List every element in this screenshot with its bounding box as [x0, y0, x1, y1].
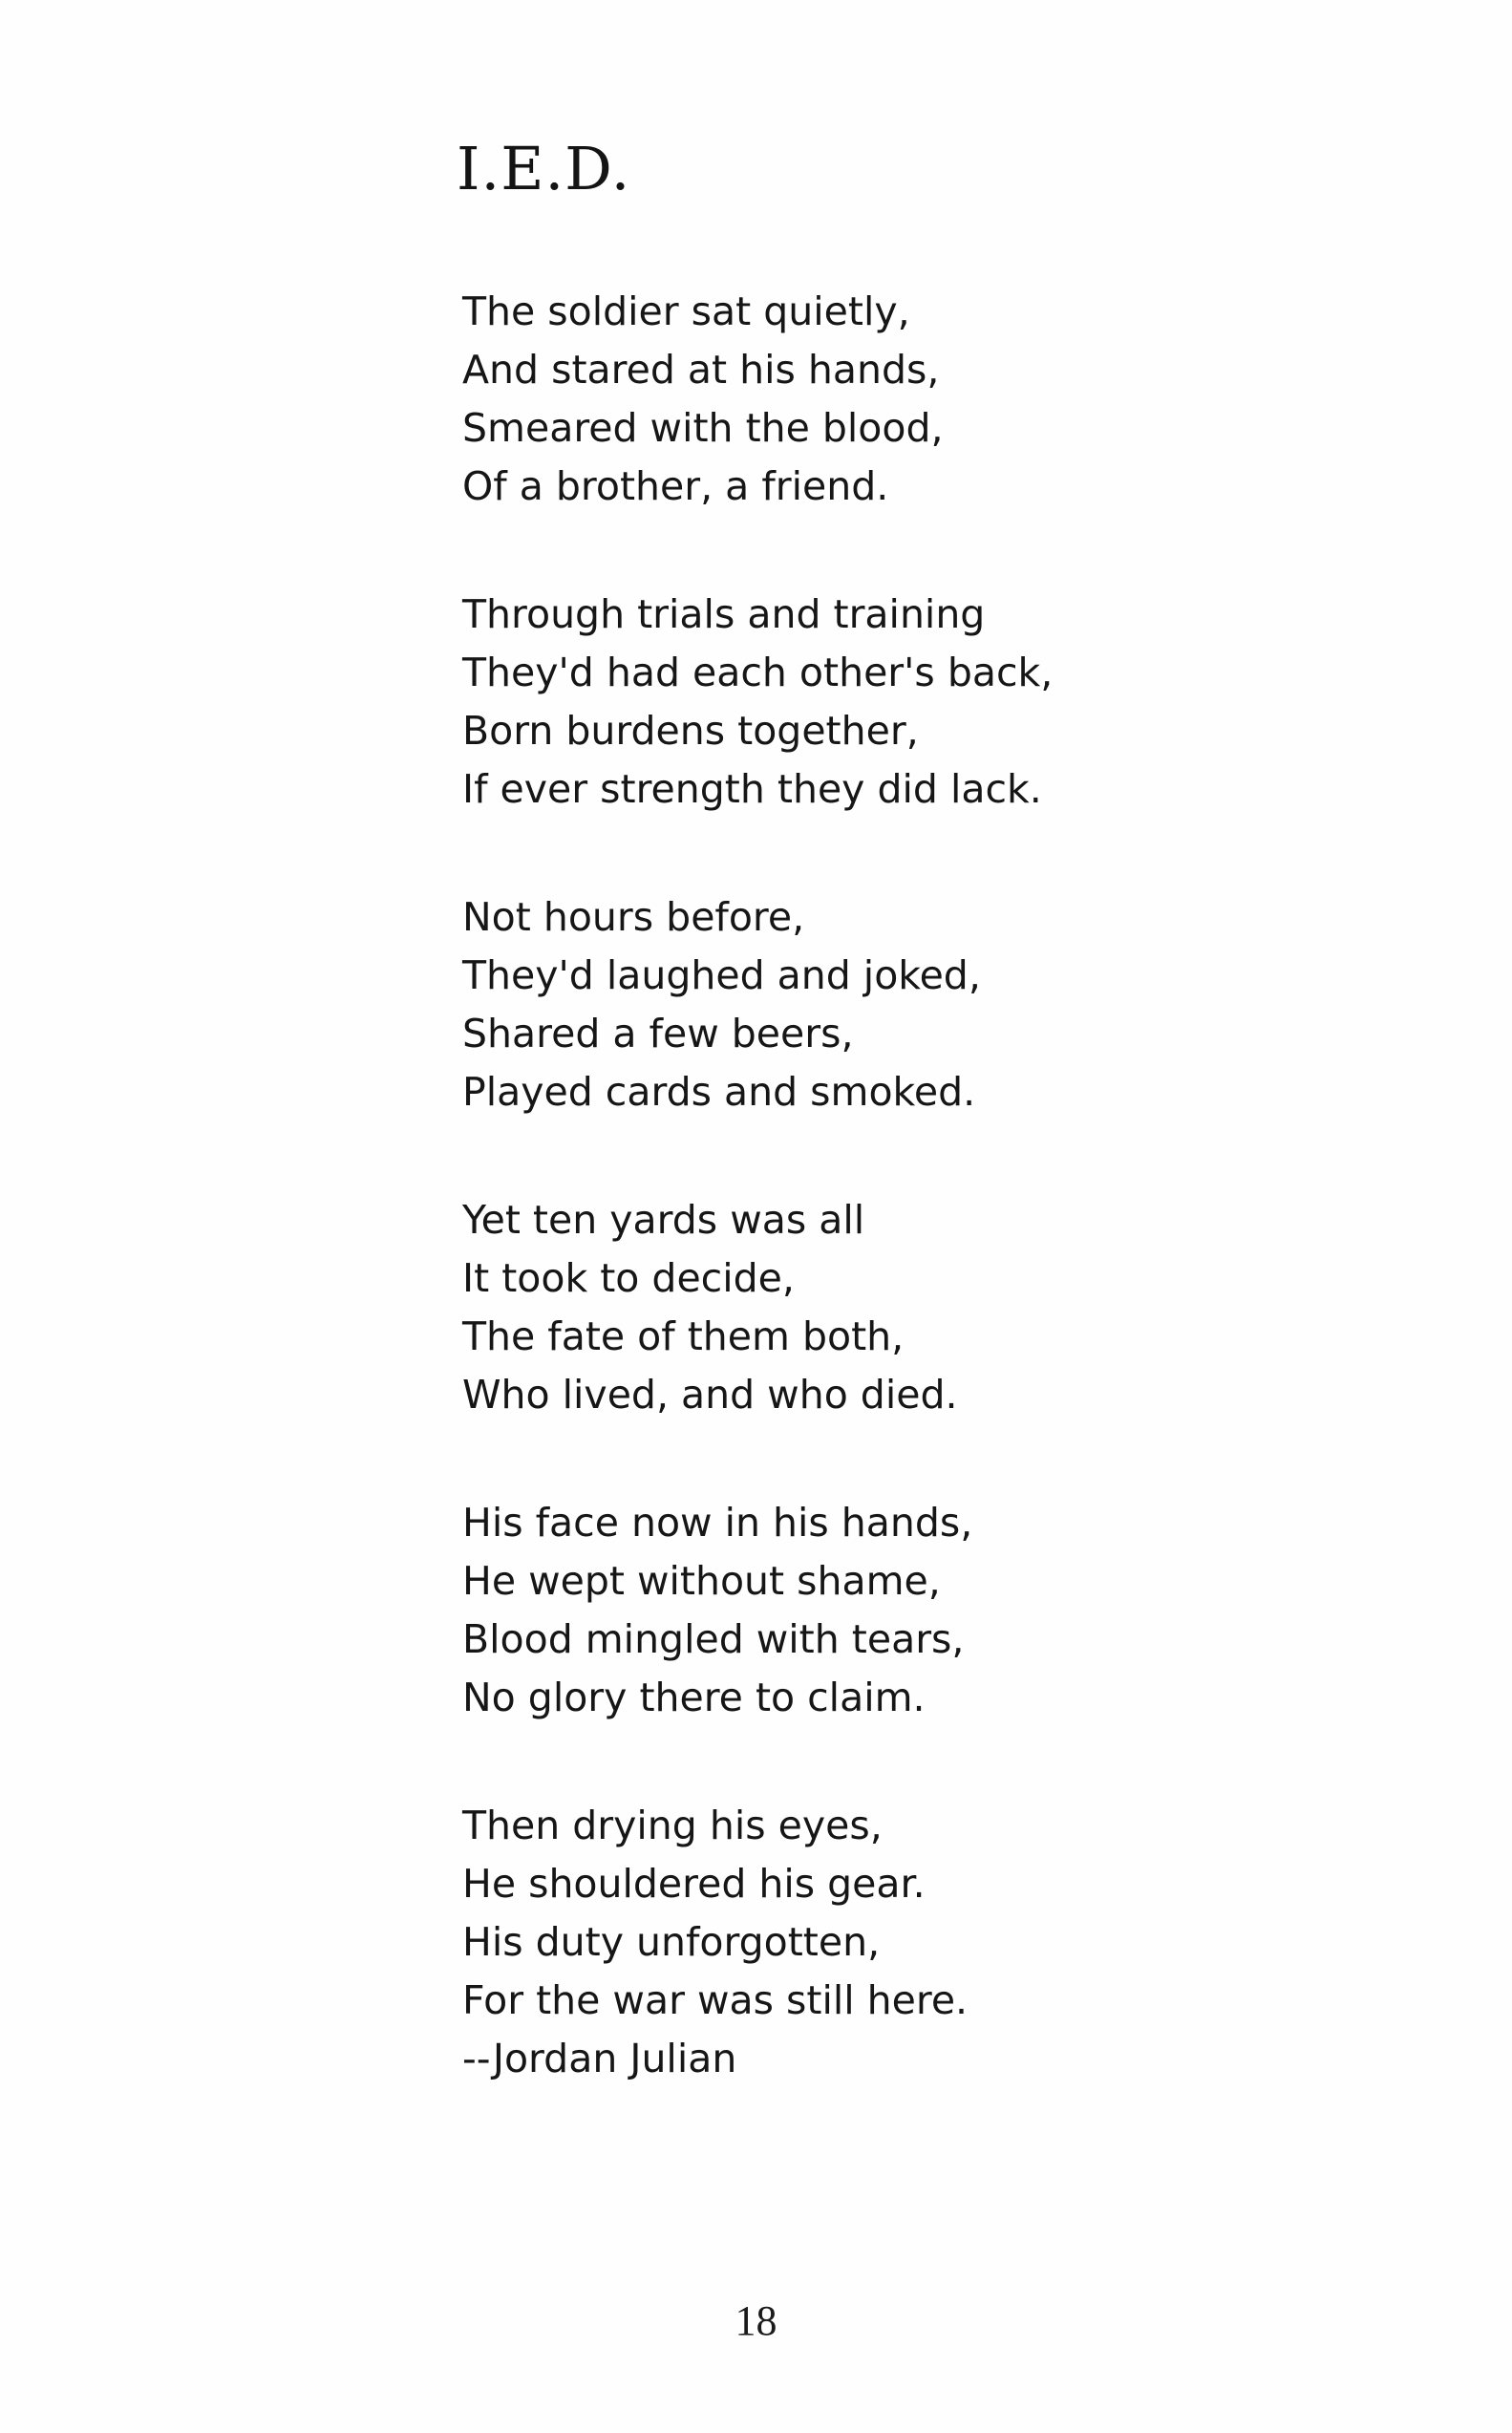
poem-line: The soldier sat quietly, [462, 288, 910, 334]
poem-line: He wept without shame, [462, 1558, 941, 1604]
stanza-1 [462, 283, 1226, 516]
poem-line: His face now in his hands, [462, 1500, 973, 1546]
poem-line: They'd laughed and joked, [462, 952, 981, 998]
poem-line: Yet ten yards was all [462, 1197, 865, 1243]
poem-line: His duty unforgotten, [462, 1919, 881, 1965]
poem-line: Of a brother, a friend. [462, 463, 889, 509]
poem-line: It took to decide, [462, 1255, 795, 1301]
stanza-3 [462, 888, 1226, 1121]
poem-line: The fate of them both, [462, 1313, 905, 1359]
poem-line: Through trials and training [462, 591, 986, 637]
poem-line: Born burdens together, [462, 708, 919, 754]
poem-line: Blood mingled with tears, [462, 1616, 965, 1662]
poem-title: I.E.D. [457, 134, 631, 203]
poem-line: They'd had each other's back, [462, 650, 1054, 695]
poem-body [462, 283, 1226, 2088]
poem-line: Shared a few beers, [462, 1011, 854, 1056]
poem-line: He shouldered his gear. [462, 1861, 926, 1907]
poem-line: And stared at his hands, [462, 347, 940, 393]
stanza-6 [462, 1797, 1226, 2088]
poem-line: No glory there to claim. [462, 1675, 926, 1720]
page-number: 18 [735, 2297, 777, 2344]
poem-line: Played cards and smoked. [462, 1069, 976, 1115]
poem-line: Who lived, and who died. [462, 1372, 958, 1418]
poem-author: --Jordan Julian [462, 2036, 737, 2081]
poem-line: For the war was still here. [462, 1977, 969, 2023]
poem-line: Not hours before, [462, 894, 805, 940]
stanza-5 [462, 1494, 1226, 1727]
poem-line: Then drying his eyes, [462, 1803, 883, 1848]
stanza-4 [462, 1191, 1226, 1424]
stanza-2 [462, 586, 1226, 819]
poem-line: If ever strength they did lack. [462, 766, 1042, 812]
poem-line: Smeared with the blood, [462, 405, 944, 451]
